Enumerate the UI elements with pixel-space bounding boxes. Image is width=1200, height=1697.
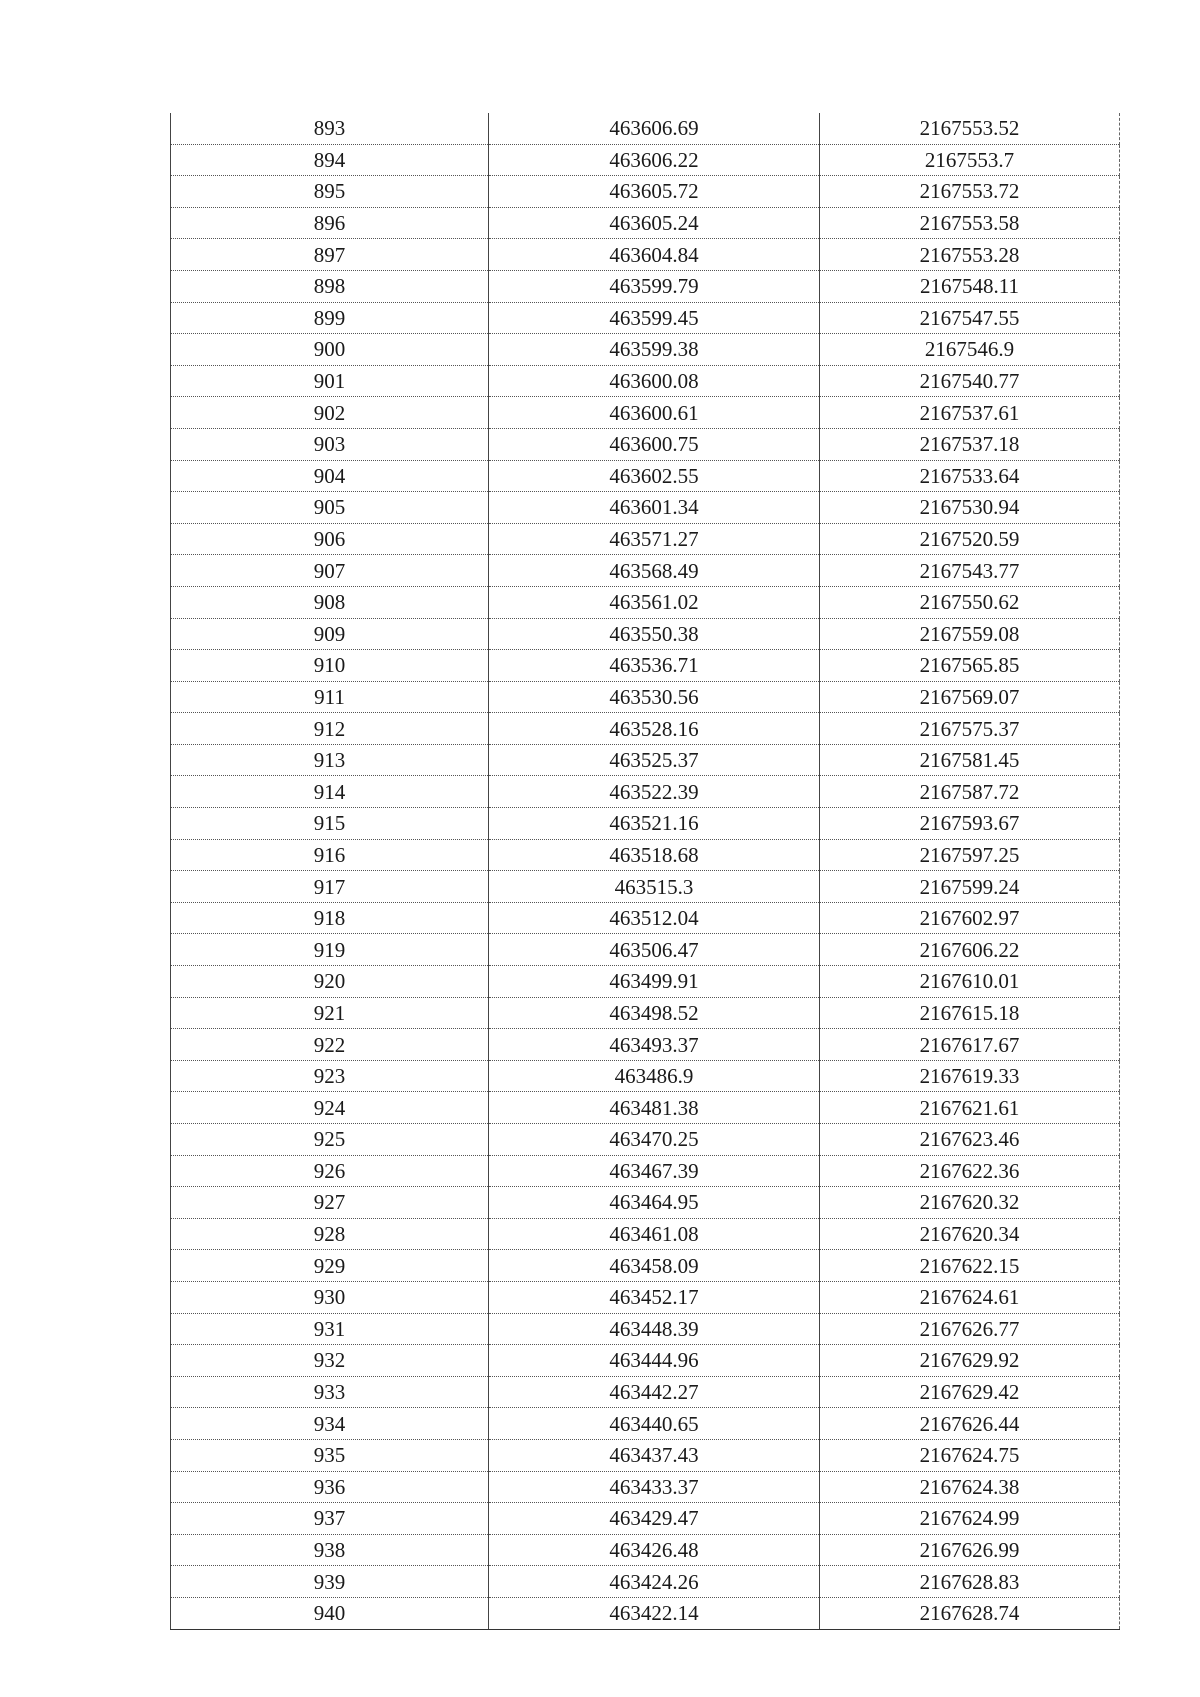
point-number-cell: 926 — [171, 1155, 489, 1187]
point-number-cell: 907 — [171, 555, 489, 587]
point-number-cell: 897 — [171, 239, 489, 271]
table-row — [171, 966, 1120, 998]
y-coordinate-cell: 2167624.38 — [820, 1471, 1120, 1503]
table-row — [171, 460, 1120, 492]
table-row — [171, 302, 1120, 334]
x-coordinate-cell: 463481.38 — [489, 1092, 820, 1124]
point-number-cell: 906 — [171, 523, 489, 555]
table-row — [171, 523, 1120, 555]
table-row — [171, 207, 1120, 239]
point-number-cell: 931 — [171, 1313, 489, 1345]
table-row — [171, 1029, 1120, 1061]
x-coordinate-cell: 463512.04 — [489, 902, 820, 934]
table-row — [171, 713, 1120, 745]
point-number-cell: 929 — [171, 1250, 489, 1282]
table-row — [171, 397, 1120, 429]
x-coordinate-cell: 463452.17 — [489, 1281, 820, 1313]
table-row — [171, 239, 1120, 271]
x-coordinate-cell: 463600.75 — [489, 428, 820, 460]
table-row — [171, 1250, 1120, 1282]
y-coordinate-cell: 2167553.52 — [820, 113, 1120, 144]
x-coordinate-cell: 463600.08 — [489, 365, 820, 397]
table-row — [171, 1281, 1120, 1313]
y-coordinate-cell: 2167622.36 — [820, 1155, 1120, 1187]
y-coordinate-cell: 2167565.85 — [820, 650, 1120, 682]
point-number-cell: 938 — [171, 1534, 489, 1566]
point-number-cell: 922 — [171, 1029, 489, 1061]
x-coordinate-cell: 463486.9 — [489, 1060, 820, 1092]
x-coordinate-cell: 463550.38 — [489, 618, 820, 650]
point-number-cell: 898 — [171, 270, 489, 302]
point-number-cell: 936 — [171, 1471, 489, 1503]
y-coordinate-cell: 2167620.32 — [820, 1187, 1120, 1219]
x-coordinate-cell: 463437.43 — [489, 1439, 820, 1471]
x-coordinate-cell: 463530.56 — [489, 681, 820, 713]
table-row — [171, 934, 1120, 966]
point-number-cell: 916 — [171, 839, 489, 871]
table-row — [171, 144, 1120, 176]
table-row — [171, 839, 1120, 871]
x-coordinate-cell: 463493.37 — [489, 1029, 820, 1061]
y-coordinate-cell: 2167559.08 — [820, 618, 1120, 650]
y-coordinate-cell: 2167547.55 — [820, 302, 1120, 334]
x-coordinate-cell: 463604.84 — [489, 239, 820, 271]
table-row — [171, 1345, 1120, 1377]
table-row — [171, 1597, 1120, 1629]
y-coordinate-cell: 2167620.34 — [820, 1218, 1120, 1250]
point-number-cell: 909 — [171, 618, 489, 650]
table-row — [171, 1092, 1120, 1124]
x-coordinate-cell: 463458.09 — [489, 1250, 820, 1282]
table-row — [171, 744, 1120, 776]
point-number-cell: 933 — [171, 1376, 489, 1408]
y-coordinate-cell: 2167575.37 — [820, 713, 1120, 745]
x-coordinate-cell: 463561.02 — [489, 586, 820, 618]
point-number-cell: 894 — [171, 144, 489, 176]
x-coordinate-cell: 463467.39 — [489, 1155, 820, 1187]
y-coordinate-cell: 2167629.42 — [820, 1376, 1120, 1408]
x-coordinate-cell: 463442.27 — [489, 1376, 820, 1408]
x-coordinate-cell: 463602.55 — [489, 460, 820, 492]
table-row — [171, 808, 1120, 840]
table-row — [171, 1124, 1120, 1156]
y-coordinate-cell: 2167533.64 — [820, 460, 1120, 492]
x-coordinate-cell: 463424.26 — [489, 1566, 820, 1598]
y-coordinate-cell: 2167628.83 — [820, 1566, 1120, 1598]
x-coordinate-cell: 463448.39 — [489, 1313, 820, 1345]
x-coordinate-cell: 463605.24 — [489, 207, 820, 239]
y-coordinate-cell: 2167624.75 — [820, 1439, 1120, 1471]
x-coordinate-cell: 463606.69 — [489, 113, 820, 144]
point-number-cell: 918 — [171, 902, 489, 934]
y-coordinate-cell: 2167597.25 — [820, 839, 1120, 871]
point-number-cell: 914 — [171, 776, 489, 808]
table-row — [171, 1313, 1120, 1345]
point-number-cell: 939 — [171, 1566, 489, 1598]
y-coordinate-cell: 2167553.28 — [820, 239, 1120, 271]
y-coordinate-cell: 2167599.24 — [820, 871, 1120, 903]
point-number-cell: 935 — [171, 1439, 489, 1471]
y-coordinate-cell: 2167569.07 — [820, 681, 1120, 713]
y-coordinate-cell: 2167553.72 — [820, 176, 1120, 208]
point-number-cell: 919 — [171, 934, 489, 966]
point-number-cell: 917 — [171, 871, 489, 903]
y-coordinate-cell: 2167610.01 — [820, 966, 1120, 998]
x-coordinate-cell: 463515.3 — [489, 871, 820, 903]
x-coordinate-cell: 463464.95 — [489, 1187, 820, 1219]
x-coordinate-cell: 463470.25 — [489, 1124, 820, 1156]
point-number-cell: 905 — [171, 492, 489, 524]
x-coordinate-cell: 463536.71 — [489, 650, 820, 682]
table-row — [171, 997, 1120, 1029]
point-number-cell: 895 — [171, 176, 489, 208]
y-coordinate-cell: 2167615.18 — [820, 997, 1120, 1029]
y-coordinate-cell: 2167606.22 — [820, 934, 1120, 966]
y-coordinate-cell: 2167628.74 — [820, 1597, 1120, 1629]
point-number-cell: 911 — [171, 681, 489, 713]
y-coordinate-cell: 2167593.67 — [820, 808, 1120, 840]
y-coordinate-cell: 2167622.15 — [820, 1250, 1120, 1282]
x-coordinate-cell: 463605.72 — [489, 176, 820, 208]
y-coordinate-cell: 2167602.97 — [820, 902, 1120, 934]
x-coordinate-cell: 463506.47 — [489, 934, 820, 966]
table-row — [171, 1155, 1120, 1187]
x-coordinate-cell: 463571.27 — [489, 523, 820, 555]
y-coordinate-cell: 2167626.99 — [820, 1534, 1120, 1566]
table-row — [171, 1218, 1120, 1250]
table-row — [171, 1408, 1120, 1440]
point-number-cell: 934 — [171, 1408, 489, 1440]
x-coordinate-cell: 463444.96 — [489, 1345, 820, 1377]
table-row — [171, 618, 1120, 650]
point-number-cell: 899 — [171, 302, 489, 334]
point-number-cell: 932 — [171, 1345, 489, 1377]
y-coordinate-cell: 2167543.77 — [820, 555, 1120, 587]
table-row — [171, 270, 1120, 302]
y-coordinate-cell: 2167624.99 — [820, 1503, 1120, 1535]
x-coordinate-cell: 463600.61 — [489, 397, 820, 429]
x-coordinate-cell: 463440.65 — [489, 1408, 820, 1440]
point-number-cell: 896 — [171, 207, 489, 239]
point-number-cell: 923 — [171, 1060, 489, 1092]
y-coordinate-cell: 2167530.94 — [820, 492, 1120, 524]
point-number-cell: 901 — [171, 365, 489, 397]
x-coordinate-cell: 463599.79 — [489, 270, 820, 302]
x-coordinate-cell: 463606.22 — [489, 144, 820, 176]
x-coordinate-cell: 463518.68 — [489, 839, 820, 871]
x-coordinate-cell: 463426.48 — [489, 1534, 820, 1566]
table-row — [171, 1566, 1120, 1598]
point-number-cell: 937 — [171, 1503, 489, 1535]
y-coordinate-cell: 2167626.44 — [820, 1408, 1120, 1440]
x-coordinate-cell: 463499.91 — [489, 966, 820, 998]
y-coordinate-cell: 2167537.61 — [820, 397, 1120, 429]
table-row — [171, 681, 1120, 713]
y-coordinate-cell: 2167553.7 — [820, 144, 1120, 176]
point-number-cell: 940 — [171, 1597, 489, 1629]
table-row — [171, 1376, 1120, 1408]
table-row — [171, 902, 1120, 934]
y-coordinate-cell: 2167520.59 — [820, 523, 1120, 555]
y-coordinate-cell: 2167540.77 — [820, 365, 1120, 397]
table-row — [171, 1503, 1120, 1535]
table-row — [171, 1439, 1120, 1471]
y-coordinate-cell: 2167537.18 — [820, 428, 1120, 460]
x-coordinate-cell: 463525.37 — [489, 744, 820, 776]
x-coordinate-cell: 463568.49 — [489, 555, 820, 587]
point-number-cell: 915 — [171, 808, 489, 840]
x-coordinate-cell: 463601.34 — [489, 492, 820, 524]
point-number-cell: 930 — [171, 1281, 489, 1313]
y-coordinate-cell: 2167619.33 — [820, 1060, 1120, 1092]
point-number-cell: 908 — [171, 586, 489, 618]
point-number-cell: 910 — [171, 650, 489, 682]
point-number-cell: 913 — [171, 744, 489, 776]
y-coordinate-cell: 2167550.62 — [820, 586, 1120, 618]
y-coordinate-cell: 2167621.61 — [820, 1092, 1120, 1124]
x-coordinate-cell: 463599.38 — [489, 334, 820, 366]
point-number-cell: 924 — [171, 1092, 489, 1124]
y-coordinate-cell: 2167553.58 — [820, 207, 1120, 239]
table-row — [171, 113, 1120, 144]
point-number-cell: 903 — [171, 428, 489, 460]
point-number-cell: 921 — [171, 997, 489, 1029]
table-row — [171, 871, 1120, 903]
point-number-cell: 912 — [171, 713, 489, 745]
table-row — [171, 492, 1120, 524]
point-number-cell: 927 — [171, 1187, 489, 1219]
x-coordinate-cell: 463599.45 — [489, 302, 820, 334]
table-row — [171, 1534, 1120, 1566]
coordinate-table-body — [171, 113, 1120, 1629]
table-row — [171, 334, 1120, 366]
point-number-cell: 904 — [171, 460, 489, 492]
y-coordinate-cell: 2167546.9 — [820, 334, 1120, 366]
x-coordinate-cell: 463429.47 — [489, 1503, 820, 1535]
x-coordinate-cell: 463498.52 — [489, 997, 820, 1029]
x-coordinate-cell: 463433.37 — [489, 1471, 820, 1503]
coordinate-table — [170, 113, 1120, 1630]
table-row — [171, 650, 1120, 682]
point-number-cell: 928 — [171, 1218, 489, 1250]
x-coordinate-cell: 463422.14 — [489, 1597, 820, 1629]
y-coordinate-cell: 2167626.77 — [820, 1313, 1120, 1345]
x-coordinate-cell: 463521.16 — [489, 808, 820, 840]
point-number-cell: 900 — [171, 334, 489, 366]
table-row — [171, 365, 1120, 397]
table-row — [171, 586, 1120, 618]
y-coordinate-cell: 2167581.45 — [820, 744, 1120, 776]
y-coordinate-cell: 2167587.72 — [820, 776, 1120, 808]
table-row — [171, 1187, 1120, 1219]
point-number-cell: 893 — [171, 113, 489, 144]
point-number-cell: 925 — [171, 1124, 489, 1156]
y-coordinate-cell: 2167629.92 — [820, 1345, 1120, 1377]
y-coordinate-cell: 2167624.61 — [820, 1281, 1120, 1313]
point-number-cell: 920 — [171, 966, 489, 998]
x-coordinate-cell: 463528.16 — [489, 713, 820, 745]
y-coordinate-cell: 2167548.11 — [820, 270, 1120, 302]
table-row — [171, 555, 1120, 587]
table-row — [171, 1471, 1120, 1503]
table-row — [171, 428, 1120, 460]
x-coordinate-cell: 463522.39 — [489, 776, 820, 808]
table-row — [171, 176, 1120, 208]
point-number-cell: 902 — [171, 397, 489, 429]
table-row — [171, 1060, 1120, 1092]
table-row — [171, 776, 1120, 808]
y-coordinate-cell: 2167617.67 — [820, 1029, 1120, 1061]
y-coordinate-cell: 2167623.46 — [820, 1124, 1120, 1156]
x-coordinate-cell: 463461.08 — [489, 1218, 820, 1250]
